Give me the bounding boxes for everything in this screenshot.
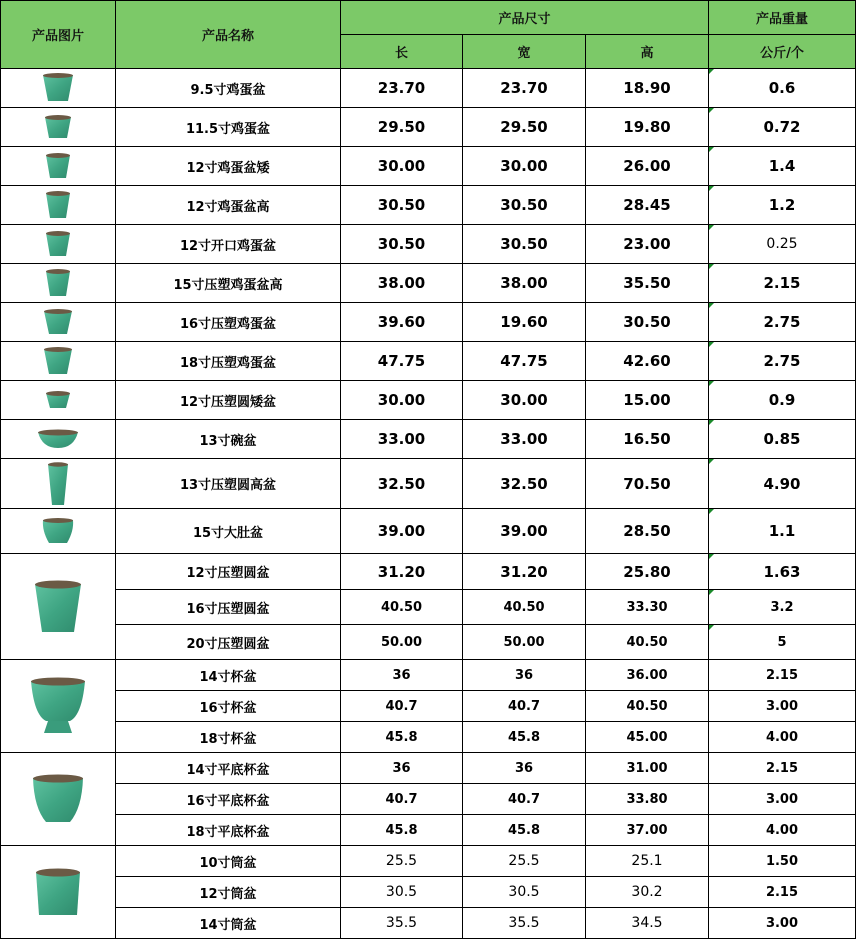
table-row (1, 69, 856, 108)
product-image (1, 147, 116, 186)
header-height: 高 (586, 35, 709, 69)
width-value: 39.00 (463, 509, 586, 554)
weight-value: 1.2 (709, 186, 856, 225)
height-value: 19.80 (586, 108, 709, 147)
product-image (1, 186, 116, 225)
table-row (1, 554, 856, 590)
product-name: 9.5寸鸡蛋盆 (116, 69, 341, 108)
product-name: 16寸压塑鸡蛋盆 (116, 303, 341, 342)
product-image (1, 381, 116, 420)
product-image (1, 509, 116, 554)
product-name: 12寸压塑圆盆 (116, 554, 341, 590)
tall-pot-image-icon (46, 461, 70, 507)
header-size: 产品尺寸 (341, 1, 709, 35)
weight-value: 2.15 (709, 753, 856, 784)
table-row (1, 225, 856, 264)
table-row (1, 186, 856, 225)
weight-value: 4.90 (709, 459, 856, 509)
product-image (1, 108, 116, 147)
length-value: 39.00 (341, 509, 463, 554)
length-value: 38.00 (341, 264, 463, 303)
table-row (1, 753, 856, 784)
weight-value: 3.2 (709, 590, 856, 625)
width-value: 50.00 (463, 625, 586, 660)
weight-value: 0.72 (709, 108, 856, 147)
length-value: 30.5 (341, 877, 463, 908)
length-value: 32.50 (341, 459, 463, 509)
pot-image-icon (42, 308, 74, 336)
width-value: 19.60 (463, 303, 586, 342)
table-row (1, 691, 856, 722)
weight-value: 1.4 (709, 147, 856, 186)
product-name: 10寸筒盆 (116, 846, 341, 877)
pot-image-icon (44, 152, 72, 180)
weight-value: 4.00 (709, 815, 856, 846)
length-value: 40.50 (341, 590, 463, 625)
product-image (1, 753, 116, 846)
height-value: 25.1 (586, 846, 709, 877)
round-pot-image-icon (32, 579, 84, 635)
weight-value: 1.1 (709, 509, 856, 554)
pot-image-icon (41, 72, 75, 104)
length-value: 47.75 (341, 342, 463, 381)
weight-value: 0.6 (709, 69, 856, 108)
width-value: 47.75 (463, 342, 586, 381)
product-image (1, 342, 116, 381)
header-weight: 产品重量 (709, 1, 856, 35)
length-value: 36 (341, 753, 463, 784)
weight-value: 1.63 (709, 554, 856, 590)
length-value: 30.50 (341, 186, 463, 225)
table-row (1, 908, 856, 939)
length-value: 36 (341, 660, 463, 691)
header-name: 产品名称 (116, 1, 341, 69)
product-name: 20寸压塑圆盆 (116, 625, 341, 660)
product-image (1, 459, 116, 509)
width-value: 29.50 (463, 108, 586, 147)
length-value: 30.00 (341, 381, 463, 420)
product-name: 12寸筒盆 (116, 877, 341, 908)
product-name: 16寸平底杯盆 (116, 784, 341, 815)
table-row (1, 381, 856, 420)
weight-value: 2.15 (709, 264, 856, 303)
width-value: 36 (463, 753, 586, 784)
length-value: 23.70 (341, 69, 463, 108)
weight-value: 2.75 (709, 342, 856, 381)
product-name: 16寸压塑圆盆 (116, 590, 341, 625)
width-value: 38.00 (463, 264, 586, 303)
weight-value: 0.25 (709, 225, 856, 264)
pot-image-icon (44, 230, 72, 258)
width-value: 25.5 (463, 846, 586, 877)
pot-image-icon (44, 190, 72, 220)
product-name: 11.5寸鸡蛋盆 (116, 108, 341, 147)
width-value: 30.5 (463, 877, 586, 908)
width-value: 35.5 (463, 908, 586, 939)
length-value: 30.00 (341, 147, 463, 186)
cup-pot-image-icon (28, 675, 88, 737)
length-value: 45.8 (341, 815, 463, 846)
height-value: 42.60 (586, 342, 709, 381)
height-value: 25.80 (586, 554, 709, 590)
table-row (1, 625, 856, 660)
product-name: 14寸杯盆 (116, 660, 341, 691)
height-value: 30.50 (586, 303, 709, 342)
pot-image-icon (44, 390, 72, 410)
width-value: 33.00 (463, 420, 586, 459)
width-value: 30.00 (463, 381, 586, 420)
product-name: 12寸鸡蛋盆矮 (116, 147, 341, 186)
product-image (1, 554, 116, 660)
table-row (1, 660, 856, 691)
width-value: 23.70 (463, 69, 586, 108)
weight-value: 3.00 (709, 784, 856, 815)
length-value: 39.60 (341, 303, 463, 342)
product-image (1, 660, 116, 753)
height-value: 30.2 (586, 877, 709, 908)
product-name: 12寸开口鸡蛋盆 (116, 225, 341, 264)
height-value: 37.00 (586, 815, 709, 846)
pot-image-icon (42, 346, 74, 376)
header-weight-unit: 公斤/个 (709, 35, 856, 69)
product-name: 12寸压塑圆矮盆 (116, 381, 341, 420)
product-name: 15寸压塑鸡蛋盆高 (116, 264, 341, 303)
weight-value: 3.00 (709, 691, 856, 722)
header-length: 长 (341, 35, 463, 69)
weight-value: 2.75 (709, 303, 856, 342)
weight-value: 2.15 (709, 877, 856, 908)
header-image: 产品图片 (1, 1, 116, 69)
width-value: 45.8 (463, 815, 586, 846)
product-name: 14寸平底杯盆 (116, 753, 341, 784)
product-name: 15寸大肚盆 (116, 509, 341, 554)
product-image (1, 846, 116, 939)
height-value: 28.50 (586, 509, 709, 554)
cup-pot-image-icon (30, 772, 86, 826)
height-value: 34.5 (586, 908, 709, 939)
product-image (1, 264, 116, 303)
height-value: 18.90 (586, 69, 709, 108)
length-value: 29.50 (341, 108, 463, 147)
width-value: 40.50 (463, 590, 586, 625)
product-image (1, 225, 116, 264)
width-value: 45.8 (463, 722, 586, 753)
height-value: 16.50 (586, 420, 709, 459)
weight-value: 5 (709, 625, 856, 660)
height-value: 26.00 (586, 147, 709, 186)
cylinder-pot-image-icon (33, 866, 83, 918)
weight-value: 3.00 (709, 908, 856, 939)
height-value: 45.00 (586, 722, 709, 753)
length-value: 40.7 (341, 691, 463, 722)
width-value: 40.7 (463, 691, 586, 722)
product-name: 18寸压塑鸡蛋盆 (116, 342, 341, 381)
product-image (1, 420, 116, 459)
table-row (1, 147, 856, 186)
pot-image-icon (44, 268, 72, 298)
height-value: 36.00 (586, 660, 709, 691)
height-value: 33.30 (586, 590, 709, 625)
product-name: 13寸碗盆 (116, 420, 341, 459)
length-value: 40.7 (341, 784, 463, 815)
table-row (1, 722, 856, 753)
product-image (1, 303, 116, 342)
table-row (1, 264, 856, 303)
height-value: 35.50 (586, 264, 709, 303)
product-name: 12寸鸡蛋盆高 (116, 186, 341, 225)
height-value: 28.45 (586, 186, 709, 225)
pot-image-icon (41, 517, 75, 545)
width-value: 30.00 (463, 147, 586, 186)
weight-value: 4.00 (709, 722, 856, 753)
width-value: 31.20 (463, 554, 586, 590)
table-row (1, 108, 856, 147)
product-image (1, 69, 116, 108)
table-row (1, 459, 856, 509)
table-row (1, 877, 856, 908)
table-row (1, 590, 856, 625)
header-width: 宽 (463, 35, 586, 69)
height-value: 40.50 (586, 691, 709, 722)
width-value: 30.50 (463, 225, 586, 264)
weight-value: 0.85 (709, 420, 856, 459)
length-value: 25.5 (341, 846, 463, 877)
height-value: 70.50 (586, 459, 709, 509)
table-row (1, 509, 856, 554)
width-value: 36 (463, 660, 586, 691)
table-row (1, 303, 856, 342)
width-value: 40.7 (463, 784, 586, 815)
table-row (1, 784, 856, 815)
product-name: 13寸压塑圆高盆 (116, 459, 341, 509)
product-name: 14寸筒盆 (116, 908, 341, 939)
length-value: 50.00 (341, 625, 463, 660)
width-value: 30.50 (463, 186, 586, 225)
pot-image-icon (43, 114, 73, 140)
length-value: 30.50 (341, 225, 463, 264)
height-value: 31.00 (586, 753, 709, 784)
height-value: 15.00 (586, 381, 709, 420)
height-value: 33.80 (586, 784, 709, 815)
product-name: 18寸杯盆 (116, 722, 341, 753)
product-name: 18寸平底杯盆 (116, 815, 341, 846)
weight-value: 2.15 (709, 660, 856, 691)
length-value: 45.8 (341, 722, 463, 753)
product-name: 16寸杯盆 (116, 691, 341, 722)
height-value: 23.00 (586, 225, 709, 264)
weight-value: 0.9 (709, 381, 856, 420)
height-value: 40.50 (586, 625, 709, 660)
length-value: 35.5 (341, 908, 463, 939)
table-row (1, 420, 856, 459)
width-value: 32.50 (463, 459, 586, 509)
length-value: 33.00 (341, 420, 463, 459)
table-row (1, 815, 856, 846)
bowl-image-icon (36, 428, 80, 450)
table-row (1, 846, 856, 877)
weight-value: 1.50 (709, 846, 856, 877)
length-value: 31.20 (341, 554, 463, 590)
table-row (1, 342, 856, 381)
